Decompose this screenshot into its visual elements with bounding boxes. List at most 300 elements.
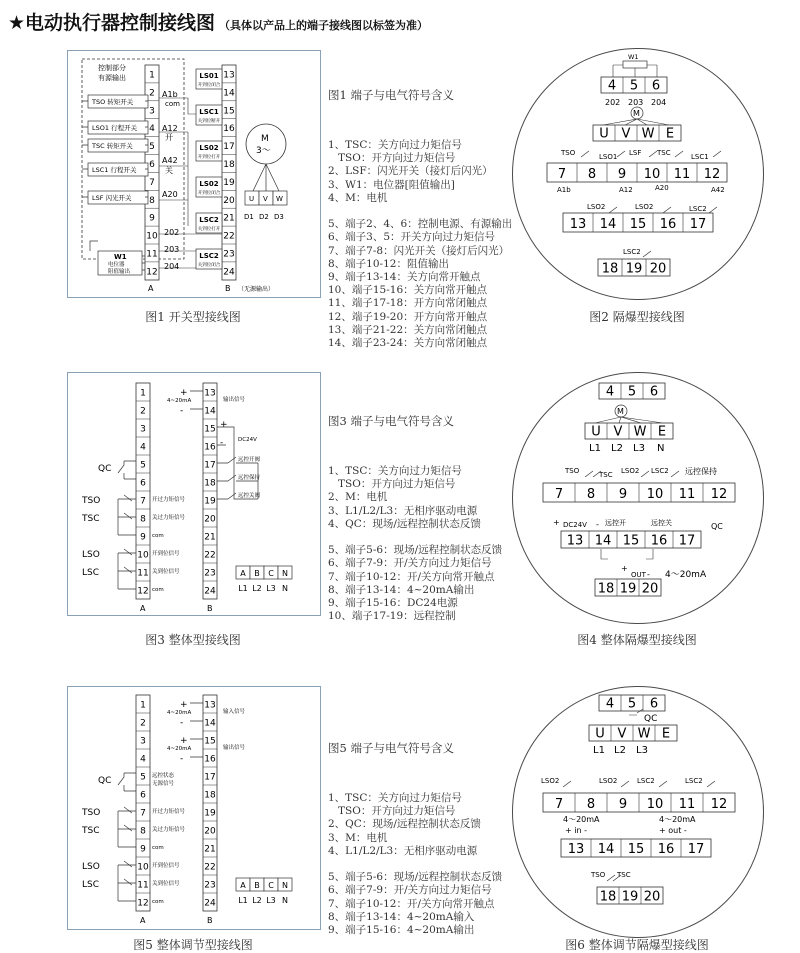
fig1-ls-note: 关到位打开 [197, 227, 221, 232]
fig1-motor-3ph: 3～ [256, 146, 271, 156]
page-title [8, 8, 428, 35]
fig5-note-com1: com [152, 845, 164, 851]
fig1-ls-note: 关到位闭合 [197, 263, 221, 268]
fig2-a42: A42 [711, 186, 725, 194]
fig5-a-terminal: 9 [140, 844, 146, 855]
fig3-a-terminal: 4 [140, 442, 146, 453]
legend5-line: TSO：开方向过力矩信号 [328, 805, 456, 818]
fig5-plus2: + [180, 736, 188, 746]
fig2-top-terminal: 6 [651, 78, 661, 94]
legend5-line: 3、M：电机 [328, 831, 388, 844]
fig1-b-terminal: 24 [223, 267, 235, 278]
fig1-open: 开 [165, 133, 173, 142]
fig1-w: W [276, 195, 283, 203]
fig5-b-terminal: 24 [204, 898, 216, 909]
fig1-b-terminal: 14 [223, 88, 235, 99]
fig5-b-terminal: 14 [204, 718, 216, 729]
fig4-minus: - [596, 520, 599, 529]
fig3-a-terminal: 5 [140, 460, 146, 471]
fig5-a-label: A [140, 916, 146, 925]
fig5-a-terminal: 12 [137, 898, 149, 909]
fig3-a-terminal: 2 [140, 406, 146, 417]
fig1-b-terminal: 13 [223, 70, 235, 81]
legend1-line: 13、端子21-22：关方向常闭触点 [328, 323, 488, 336]
fig5-note-remote: 远控状态 [152, 773, 175, 779]
fig3-note-close-pos: 关到位信号 [152, 569, 180, 575]
fig3-b-terminal: 22 [204, 550, 216, 561]
fig2-row2-terminal: 13 [569, 216, 587, 232]
fig6-qc: QC [644, 714, 658, 724]
fig5-phase-letter: C [268, 881, 274, 890]
fig3-note-close-torque: 关过力矩信号 [152, 515, 186, 521]
legend3-line: TSO：开方向过力矩信号 [328, 478, 456, 491]
fig4-sw-label: LSO2 [621, 467, 640, 475]
fig6-row2-terminal: 13 [567, 842, 585, 858]
fig2-circle [512, 48, 764, 300]
fig4-row1-terminal: 9 [618, 486, 628, 502]
fig1-b-terminal: 18 [223, 160, 235, 171]
fig6-row3-terminal: 20 [643, 889, 661, 905]
legend5-line: 9、端子15-16：4~20mA输出 [328, 924, 475, 937]
fig5-in-420: 4~20mA [167, 710, 192, 716]
fig4-contact [641, 471, 649, 477]
fig2-contact [709, 207, 717, 213]
fig6-row3-terminal: 18 [599, 889, 617, 905]
legend1-line: 10、端子15-16：关方向常开触点 [328, 284, 488, 297]
fig5-a-terminal: 8 [140, 826, 146, 837]
fig6-row1-terminal: 10 [646, 796, 664, 812]
legend1-heading: 图1 端子与电气符号含义 [328, 88, 454, 103]
fig1-a-terminal: 11 [146, 249, 158, 260]
legend1-line: TSO：开方向过力矩信号 [328, 152, 456, 165]
fig3-b-label: B [207, 604, 213, 613]
fig5-a-terminal: 4 [140, 754, 146, 765]
legend1-line: 2、LSF：闪光开关（接灯后闪光） [328, 165, 493, 178]
fig3-dc24v: DC24V [238, 437, 257, 443]
fig5-b-terminal: 19 [204, 808, 216, 819]
fig6-circle [512, 686, 764, 938]
fig5-minus2: - [180, 754, 184, 764]
fig3-a-terminal: 12 [137, 586, 149, 597]
legend1 [328, 63, 512, 363]
fig1-passive: （无源输出） [238, 286, 275, 293]
fig1-a-terminal: 8 [149, 195, 155, 206]
legend1-line: 12、端子19-20：开方向常开触点 [328, 310, 488, 323]
fig1-202: 202 [164, 228, 180, 237]
fig5-a-terminal: 6 [140, 790, 146, 801]
fig5-note-open-pos: 开到位信号 [152, 863, 180, 869]
fig1-w1: W1 [114, 253, 127, 261]
fig1-b-terminal: 22 [223, 231, 235, 242]
fig6-row2-terminal: 14 [597, 842, 615, 858]
legend3-line: 8、端子13-14：4~20mA输出 [328, 583, 475, 596]
legend3-line: 1、TSC：关方向过力矩信号 [328, 465, 462, 478]
fig1-d1: D1 [244, 213, 254, 221]
fig5-b-terminal: 21 [204, 844, 216, 855]
fig3-note-com1: com [152, 533, 164, 539]
fig2-sw-label: TSC [657, 149, 671, 157]
fig2-uvwe-terminal: V [621, 126, 631, 142]
fig3-phase-name: L3 [266, 584, 276, 593]
fig4-row2-terminal: 17 [678, 533, 696, 549]
fig1-b-terminal: 17 [223, 142, 235, 153]
fig2-row1-terminal: 12 [703, 166, 721, 182]
fig6-uvwe-terminal: W [637, 726, 651, 742]
fig2-row2-terminal: 14 [599, 216, 617, 232]
fig1-ls-name: LSC1 [199, 108, 219, 116]
fig1-a-terminal: 4 [149, 124, 155, 135]
fig3-svg [68, 373, 320, 615]
fig5-lsc: LSC [82, 880, 100, 890]
fig2-a12: A12 [619, 186, 633, 194]
fig3-a-terminal: 8 [140, 514, 146, 525]
fig5-phase-name: L2 [252, 896, 262, 905]
fig6-sw3-label: TSO [591, 871, 606, 879]
fig3-b-terminal: 24 [204, 586, 216, 597]
fig1-a12: A12 [162, 124, 178, 133]
fig3-remote-open: 远控开阀 [238, 457, 261, 463]
legend3-line [328, 531, 502, 544]
fig4-uvwe-terminal: E [657, 424, 667, 440]
fig3-a-label: A [140, 604, 146, 613]
fig5-phase-letter: B [254, 881, 260, 890]
fig3-phase-name: L1 [238, 584, 248, 593]
fig1-a-terminal: 7 [149, 177, 155, 188]
fig3-a-terminal: 10 [137, 550, 149, 561]
fig3-plus1: + [180, 388, 188, 398]
fig1-close: 关 [165, 166, 173, 175]
fig3-remote-close: 远控关阀 [238, 493, 261, 499]
fig1-ls-note: 开到位打开 [197, 155, 221, 160]
fig2-row2-terminal: 15 [629, 216, 647, 232]
fig1-b-terminal: 20 [223, 195, 235, 206]
fig5-a-terminal: 7 [140, 808, 146, 819]
fig2-svg [513, 49, 763, 299]
fig6-top-terminal: 4 [605, 696, 615, 712]
fig4-out: OUT [631, 571, 646, 579]
fig3-b-terminal: 15 [204, 424, 216, 435]
fig1-b-terminal: 23 [223, 249, 235, 260]
fig6-contact [707, 781, 715, 787]
fig3-b-terminal: 21 [204, 532, 216, 543]
fig1-ls-note: 开到位闭合 [197, 191, 221, 196]
fig5-phase-letter: A [240, 881, 246, 890]
fig4-uvwe-terminal: V [613, 424, 623, 440]
fig5-a-terminal: 2 [140, 718, 146, 729]
fig2-m: M [633, 109, 640, 118]
fig4-sw-label: TSO [565, 467, 580, 475]
fig4-uvwe-terminal: W [633, 424, 647, 440]
fig6-row2-terminal: 15 [627, 842, 645, 858]
fig1-b-terminal: 19 [223, 177, 235, 188]
fig1-ls-name: LSC2 [199, 252, 219, 260]
fig1-a-terminal: 3 [149, 106, 155, 117]
fig1-a20: A20 [162, 190, 178, 199]
fig2-sw-label: LSF [629, 149, 642, 157]
fig1-caption: 图1 开关型接线图 [145, 310, 241, 324]
fig2-row3-terminal: 20 [649, 261, 667, 277]
legend1-line: 5、端子2、4、6：控制电源、有源输出 [328, 218, 513, 231]
fig2-a1b: A1b [557, 186, 571, 194]
fig6-contact [659, 781, 667, 787]
fig2-203: 203 [628, 98, 644, 107]
fig5-tso: TSO [82, 808, 101, 818]
fig6-contact [563, 781, 571, 787]
fig3-b-terminal: 17 [204, 460, 216, 471]
fig6-row1-terminal: 7 [554, 796, 564, 812]
fig4-out-plus: + [621, 564, 628, 573]
fig4-row3-terminal: 18 [597, 581, 615, 597]
fig6-caption: 图6 整体调节隔爆型接线图 [565, 938, 709, 952]
fig3-lso: LSO [82, 550, 100, 560]
fig4-row3-terminal: 20 [641, 581, 659, 597]
fig3-a-terminal: 1 [140, 388, 146, 399]
fig1-a42: A42 [162, 156, 178, 165]
fig5-panel [67, 686, 321, 930]
fig4-qc: QC [711, 522, 723, 531]
fig1-ls-note: 开到位闭合 [197, 83, 221, 88]
fig2-uvwe-terminal: E [665, 126, 675, 142]
fig5-note-com2: com [152, 899, 164, 905]
fig2-contact [713, 151, 721, 157]
fig6-row3-terminal: 19 [621, 889, 639, 905]
fig6-phase-name: L1 [593, 745, 605, 756]
fig1-lsf: LSF 闪光开关 [92, 194, 132, 202]
fig4-uvwe-terminal: U [591, 424, 601, 440]
fig6-uvwe-terminal: U [595, 726, 605, 742]
fig4-contact [585, 471, 593, 477]
fig3-b-terminal: 14 [204, 406, 216, 417]
fig5-tsc: TSC [82, 826, 100, 836]
fig1-label-active: 有源输出 [98, 74, 126, 82]
fig6-svg [513, 687, 763, 937]
fig3-note-open-torque: 开过力矩信号 [152, 497, 186, 503]
fig5-phase-name: L1 [238, 896, 248, 905]
fig6-in-420: 4～20mA [563, 815, 600, 824]
fig5-b-terminal: 16 [204, 754, 216, 765]
fig5-b-terminal: 17 [204, 772, 216, 783]
fig1-a-label: A [148, 284, 154, 293]
fig1-u: U [249, 195, 255, 203]
legend5-line: 2、QC：现场/远程控制状态反馈 [328, 818, 481, 831]
fig5-in-signal: 输入信号 [223, 709, 246, 715]
fig4-row1-terminal: 12 [710, 486, 728, 502]
fig3-b-terminal: 20 [204, 514, 216, 525]
fig2-row3-terminal: 19 [625, 261, 643, 277]
fig1-a-terminal: 6 [149, 160, 155, 171]
fig2-top-terminal: 4 [607, 78, 617, 94]
fig4-row1-terminal: 8 [586, 486, 596, 502]
fig4-row2-terminal: 15 [622, 533, 640, 549]
fig1-a1b: A1b [162, 90, 178, 99]
fig1-res-out: 阻值输出 [108, 269, 131, 275]
fig1-ls-note: 关到位断开 [197, 119, 221, 124]
fig2-sw2-label: LSC2 [689, 205, 707, 213]
fig2-row1-terminal: 7 [557, 166, 567, 182]
legend5-line: 6、端子7-9：开/关方向过力矩信号 [328, 884, 492, 897]
fig4-out-minus: - [647, 570, 650, 579]
fig6-contact [621, 781, 629, 787]
fig3-phase-name: L2 [252, 584, 262, 593]
fig3-panel [67, 372, 321, 616]
fig1-d3: D3 [274, 213, 284, 221]
legend1-line: 6、端子3、5：开关方向过力矩信号 [328, 231, 496, 244]
fig5-a-terminal: 3 [140, 736, 146, 747]
fig3-qc: QC [98, 464, 112, 474]
fig1-a-terminal: 9 [149, 213, 155, 224]
fig2-sw-label: TSO [561, 149, 576, 157]
fig5-out-signal: 输出信号 [223, 745, 246, 751]
fig4-remote-open: 远控开 [605, 519, 626, 527]
fig5-lso: LSO [82, 862, 100, 872]
fig4-row2-terminal: 13 [566, 533, 584, 549]
fig3-phase-letter: A [240, 569, 246, 578]
fig2-contact [609, 207, 617, 213]
legend3 [328, 389, 502, 637]
legend3-line: 5、端子5-6：现场/远程控制状态反馈 [328, 544, 503, 557]
fig3-phase-letter: C [268, 569, 274, 578]
fig4-remote-hold: 远控保持 [685, 467, 717, 476]
fig3-lsc: LSC [82, 568, 100, 578]
fig4-row2-terminal: 16 [650, 533, 668, 549]
fig2-sw-label: LSO1 [599, 153, 618, 161]
fig2-top-terminal: 5 [629, 78, 639, 94]
fig4-top-terminal: 5 [627, 384, 637, 400]
fig2-row1-terminal: 9 [617, 166, 627, 182]
fig4-row1-terminal: 11 [678, 486, 696, 502]
fig2-contact [675, 151, 683, 157]
legend1-line: 4、M：电机 [328, 191, 388, 204]
fig2-contact [643, 251, 651, 257]
fig3-420: 4~20mA [167, 398, 192, 404]
fig3-a-terminal: 6 [140, 478, 146, 489]
legend1-line: 9、端子13-14：关方向常开触点 [328, 271, 481, 284]
fig4-remote-close: 远控关 [651, 519, 672, 527]
legend3-line: 2、M：电机 [328, 491, 388, 504]
fig1-204: 204 [164, 262, 180, 271]
fig1-label-ctrl: 控制部分 [98, 64, 126, 72]
fig2-a20: A20 [655, 184, 669, 192]
fig2-row1-terminal: 11 [673, 166, 691, 182]
fig1-panel [67, 50, 321, 298]
legend5-heading: 图5 端子与电气符号含义 [328, 741, 454, 756]
fig4-row1-terminal: 10 [646, 486, 664, 502]
fig1-b-terminal: 21 [223, 213, 235, 224]
fig1-b-terminal: 15 [223, 106, 235, 117]
fig3-b-terminal: 16 [204, 442, 216, 453]
fig5-phase-letter: N [282, 881, 288, 890]
fig1-tso: TSO 转矩开关 [92, 98, 134, 106]
legend3-heading: 图3 端子与电气符号含义 [328, 414, 454, 429]
legend3-line: 4、QC：现场/远程控制状态反馈 [328, 517, 481, 530]
fig2-row1-terminal: 10 [643, 166, 661, 182]
fig2-w1: W1 [628, 53, 639, 61]
legend3-line: 3、L1/L2/L3：无相序驱动电源 [328, 504, 478, 517]
fig5-b-terminal: 23 [204, 880, 216, 891]
fig6-sw3-label: TSC [617, 871, 631, 879]
fig6-top-terminal: 5 [627, 696, 637, 712]
fig4-row1-terminal: 7 [554, 486, 564, 502]
fig5-b-terminal: 18 [204, 790, 216, 801]
fig2-sw2-label: LSO2 [587, 203, 606, 211]
legend1-line [328, 205, 512, 218]
title-text: ★电动执行器控制接线图 [8, 12, 216, 34]
fig3-plus2: + [220, 420, 228, 430]
fig3-caption: 图3 整体型接线图 [145, 633, 241, 647]
fig5-svg [68, 687, 320, 929]
legend1-line: 8、端子10-12：阻值输出 [328, 257, 449, 270]
fig6-uvwe-terminal: V [617, 726, 627, 742]
fig6-row1-terminal: 8 [586, 796, 596, 812]
fig6-row1-terminal: 11 [678, 796, 696, 812]
fig4-row2-terminal: 14 [594, 533, 612, 549]
fig1-ls-name: LS01 [199, 72, 219, 80]
legend3-line: 10、端子17-19：远程控制 [328, 610, 456, 623]
fig3-minus1: - [180, 406, 184, 416]
fig6-phase-name: L2 [614, 745, 626, 756]
fig1-ls-name: LS02 [199, 144, 219, 152]
fig3-b-terminal: 13 [204, 388, 216, 399]
fig3-phase-letter: N [282, 569, 288, 578]
fig4-phase-name: L3 [633, 443, 645, 454]
fig4-caption: 图4 整体隔爆型接线图 [577, 633, 697, 647]
fig4-top-terminal: 4 [605, 384, 615, 400]
fig2-sw-label: LSC1 [691, 153, 709, 161]
fig1-a-terminal: 12 [146, 267, 158, 278]
fig2-row2-terminal: 17 [689, 216, 707, 232]
fig6-row2-terminal: 16 [657, 842, 675, 858]
fig4-dc24v: DC24V [563, 521, 587, 529]
fig2-contact [617, 151, 625, 157]
fig1-a-terminal: 2 [149, 88, 155, 99]
fig2-contact [581, 151, 589, 157]
fig1-motor-m: M [261, 134, 269, 144]
legend5-line: 1、TSC：关方向过力矩信号 [328, 792, 462, 805]
fig4-row3-terminal: 19 [619, 581, 637, 597]
fig1-lso1: LSO1 行程开关 [92, 124, 138, 132]
fig2-sw2-label: LSO2 [635, 203, 654, 211]
fig5-a-terminal: 5 [140, 772, 146, 783]
fig1-svg [68, 51, 320, 297]
legend5 [328, 716, 502, 950]
fig4-phase-name: N [657, 443, 665, 454]
fig5-note-close-pos: 关到位信号 [152, 881, 180, 887]
fig1-tsc: TSC 转矩开关 [92, 142, 133, 150]
legend5-line: 8、端子13-14：4~20mA输入 [328, 910, 475, 923]
title-subtitle: （具体以产品上的端子接线图以标签为准） [219, 19, 429, 32]
fig6-row1-terminal: 12 [710, 796, 728, 812]
fig6-sw-label: LSC2 [685, 777, 703, 785]
fig3-out-signal: 输出信号 [223, 397, 246, 403]
fig5-b-terminal: 22 [204, 862, 216, 873]
fig1-203: 203 [164, 245, 180, 254]
fig5-b-terminal: 20 [204, 826, 216, 837]
fig5-a-terminal: 11 [137, 880, 149, 891]
fig6-out: + out - [659, 826, 687, 835]
fig6-top-terminal: 6 [649, 696, 659, 712]
fig4-420: 4～20mA [665, 570, 707, 580]
fig1-b-label: B [225, 284, 231, 293]
fig5-b-terminal: 13 [204, 700, 216, 711]
fig5-b-terminal: 15 [204, 736, 216, 747]
fig5-a-terminal: 1 [140, 700, 146, 711]
fig1-v: V [263, 195, 268, 203]
fig5-minus1: - [180, 718, 184, 728]
fig6-phase-name: L3 [636, 745, 648, 756]
fig3-a-terminal: 9 [140, 532, 146, 543]
fig4-sw-label: TSC [599, 471, 613, 479]
fig5-phase-name: N [282, 896, 288, 905]
